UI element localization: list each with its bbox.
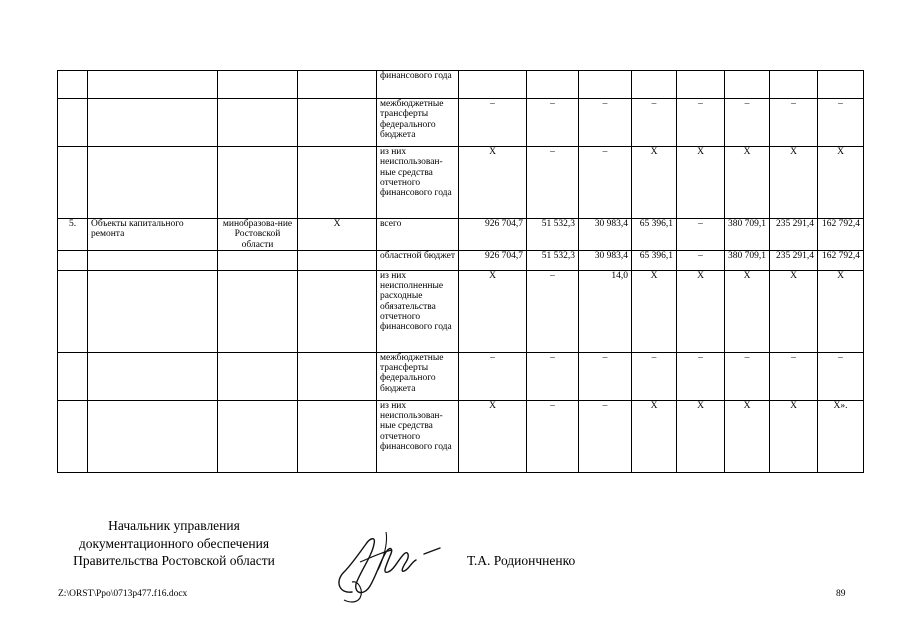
value-cell: Х bbox=[677, 270, 725, 352]
value-cell: Х». bbox=[818, 400, 864, 472]
table-row bbox=[58, 250, 864, 270]
value-cell: – bbox=[527, 352, 579, 400]
value-cell: 235 291,4 bbox=[770, 219, 818, 251]
signatory-name: Т.А. Родиончненко bbox=[467, 553, 576, 568]
value-cell: 30 983,4 bbox=[579, 250, 632, 270]
value-cell: 926 704,7 bbox=[459, 250, 527, 270]
file-path: Z:\ORST\Ppo\0713p477.f16.docx bbox=[58, 589, 188, 599]
value-cell: Х bbox=[770, 270, 818, 352]
mark-cell bbox=[298, 352, 377, 400]
mark-cell bbox=[298, 250, 377, 270]
value-cell: – bbox=[527, 147, 579, 219]
row-number bbox=[58, 71, 88, 99]
value-cell: – bbox=[527, 400, 579, 472]
value-cell: – bbox=[677, 219, 725, 251]
value-cell: Х bbox=[725, 270, 770, 352]
object-name bbox=[88, 71, 218, 99]
table-row bbox=[58, 270, 864, 352]
mark-cell: Х bbox=[298, 219, 377, 251]
value-cell: 14,0 bbox=[579, 270, 632, 352]
value-cell: 51 532,3 bbox=[527, 250, 579, 270]
value-cell: – bbox=[770, 352, 818, 400]
table-row bbox=[58, 400, 864, 472]
object-name bbox=[88, 400, 218, 472]
object-name bbox=[88, 352, 218, 400]
executor bbox=[218, 270, 298, 352]
mark-cell bbox=[298, 99, 377, 147]
signature-title-line1: Начальник управления bbox=[108, 518, 240, 533]
value-cell: – bbox=[579, 99, 632, 147]
source-label: из них неисполненные расходные обязательства отчетного финансового года bbox=[377, 270, 459, 352]
mark-cell bbox=[298, 400, 377, 472]
table-row bbox=[58, 71, 864, 99]
executor: минобразова-ние Ростовской области bbox=[218, 219, 298, 251]
value-cell: Х bbox=[677, 400, 725, 472]
row-number bbox=[58, 270, 88, 352]
value-cell: 51 532,3 bbox=[527, 219, 579, 251]
value-cell: – bbox=[459, 352, 527, 400]
value-cell: Х bbox=[725, 147, 770, 219]
source-label: межбюджетные трансферты федерального бюджета bbox=[377, 99, 459, 147]
value-cell: – bbox=[459, 99, 527, 147]
value-cell: – bbox=[677, 352, 725, 400]
value-cell: Х bbox=[677, 147, 725, 219]
value-cell: 30 983,4 bbox=[579, 219, 632, 251]
value-cell: 65 396,1 bbox=[632, 250, 677, 270]
object-name bbox=[88, 147, 218, 219]
object-name bbox=[88, 270, 218, 352]
value-cell: 162 792,4 bbox=[818, 250, 864, 270]
value-cell: – bbox=[770, 99, 818, 147]
value-cell: – bbox=[725, 99, 770, 147]
value-cell: 65 396,1 bbox=[632, 219, 677, 251]
value-cell: Х bbox=[632, 270, 677, 352]
value-cell: – bbox=[632, 352, 677, 400]
mark-cell bbox=[298, 147, 377, 219]
executor bbox=[218, 71, 298, 99]
table-row bbox=[58, 219, 864, 251]
handwritten-signature bbox=[330, 522, 448, 608]
value-cell: – bbox=[725, 352, 770, 400]
row-number bbox=[58, 147, 88, 219]
mark-cell bbox=[298, 270, 377, 352]
source-label: всего bbox=[377, 219, 459, 251]
value-cell bbox=[725, 71, 770, 99]
value-cell: – bbox=[527, 270, 579, 352]
value-cell bbox=[579, 71, 632, 99]
value-cell: – bbox=[818, 99, 864, 147]
page-number: 89 bbox=[836, 589, 846, 599]
value-cell: Х bbox=[632, 400, 677, 472]
object-name bbox=[88, 99, 218, 147]
signature-title-line2: документационного обеспечения bbox=[78, 535, 270, 551]
object-name: Объекты капитального ремонта bbox=[88, 219, 218, 251]
signature-block bbox=[58, 517, 290, 570]
value-cell: Х bbox=[818, 147, 864, 219]
value-cell bbox=[818, 71, 864, 99]
row-number: 5. bbox=[58, 219, 88, 251]
value-cell bbox=[459, 71, 527, 99]
row-number bbox=[58, 250, 88, 270]
executor bbox=[218, 147, 298, 219]
value-cell bbox=[677, 71, 725, 99]
value-cell bbox=[770, 71, 818, 99]
value-cell: Х bbox=[632, 147, 677, 219]
source-label: финансового года bbox=[377, 71, 459, 99]
signature-title-line3: Правительства Ростовской области bbox=[73, 553, 275, 568]
executor bbox=[218, 99, 298, 147]
source-label: из них неиспользован-ные средства отчетного финансового года bbox=[377, 400, 459, 472]
value-cell: 235 291,4 bbox=[770, 250, 818, 270]
executor bbox=[218, 352, 298, 400]
value-cell bbox=[632, 71, 677, 99]
table-row bbox=[58, 147, 864, 219]
row-number bbox=[58, 352, 88, 400]
value-cell: Х bbox=[770, 400, 818, 472]
value-cell: 162 792,4 bbox=[818, 219, 864, 251]
source-label: из них неиспользован-ные средства отчетного финансового года bbox=[377, 147, 459, 219]
value-cell: Х bbox=[725, 400, 770, 472]
value-cell: – bbox=[677, 99, 725, 147]
value-cell: – bbox=[579, 400, 632, 472]
value-cell: 926 704,7 bbox=[459, 219, 527, 251]
executor bbox=[218, 250, 298, 270]
value-cell: – bbox=[579, 147, 632, 219]
value-cell bbox=[527, 71, 579, 99]
row-number bbox=[58, 99, 88, 147]
table-row bbox=[58, 352, 864, 400]
source-label: межбюджетные трансферты федерального бюджета bbox=[377, 352, 459, 400]
row-number bbox=[58, 400, 88, 472]
value-cell: – bbox=[579, 352, 632, 400]
mark-cell bbox=[298, 71, 377, 99]
value-cell: Х bbox=[770, 147, 818, 219]
value-cell: Х bbox=[818, 270, 864, 352]
value-cell: Х bbox=[459, 270, 527, 352]
object-name bbox=[88, 250, 218, 270]
value-cell: Х bbox=[459, 147, 527, 219]
value-cell: – bbox=[632, 99, 677, 147]
budget-table bbox=[57, 70, 864, 473]
value-cell: – bbox=[527, 99, 579, 147]
value-cell: Х bbox=[459, 400, 527, 472]
value-cell: 380 709,1 bbox=[725, 250, 770, 270]
value-cell: – bbox=[818, 352, 864, 400]
value-cell: 380 709,1 bbox=[725, 219, 770, 251]
table-row bbox=[58, 99, 864, 147]
source-label: областной бюджет bbox=[377, 250, 459, 270]
executor bbox=[218, 400, 298, 472]
value-cell: – bbox=[677, 250, 725, 270]
